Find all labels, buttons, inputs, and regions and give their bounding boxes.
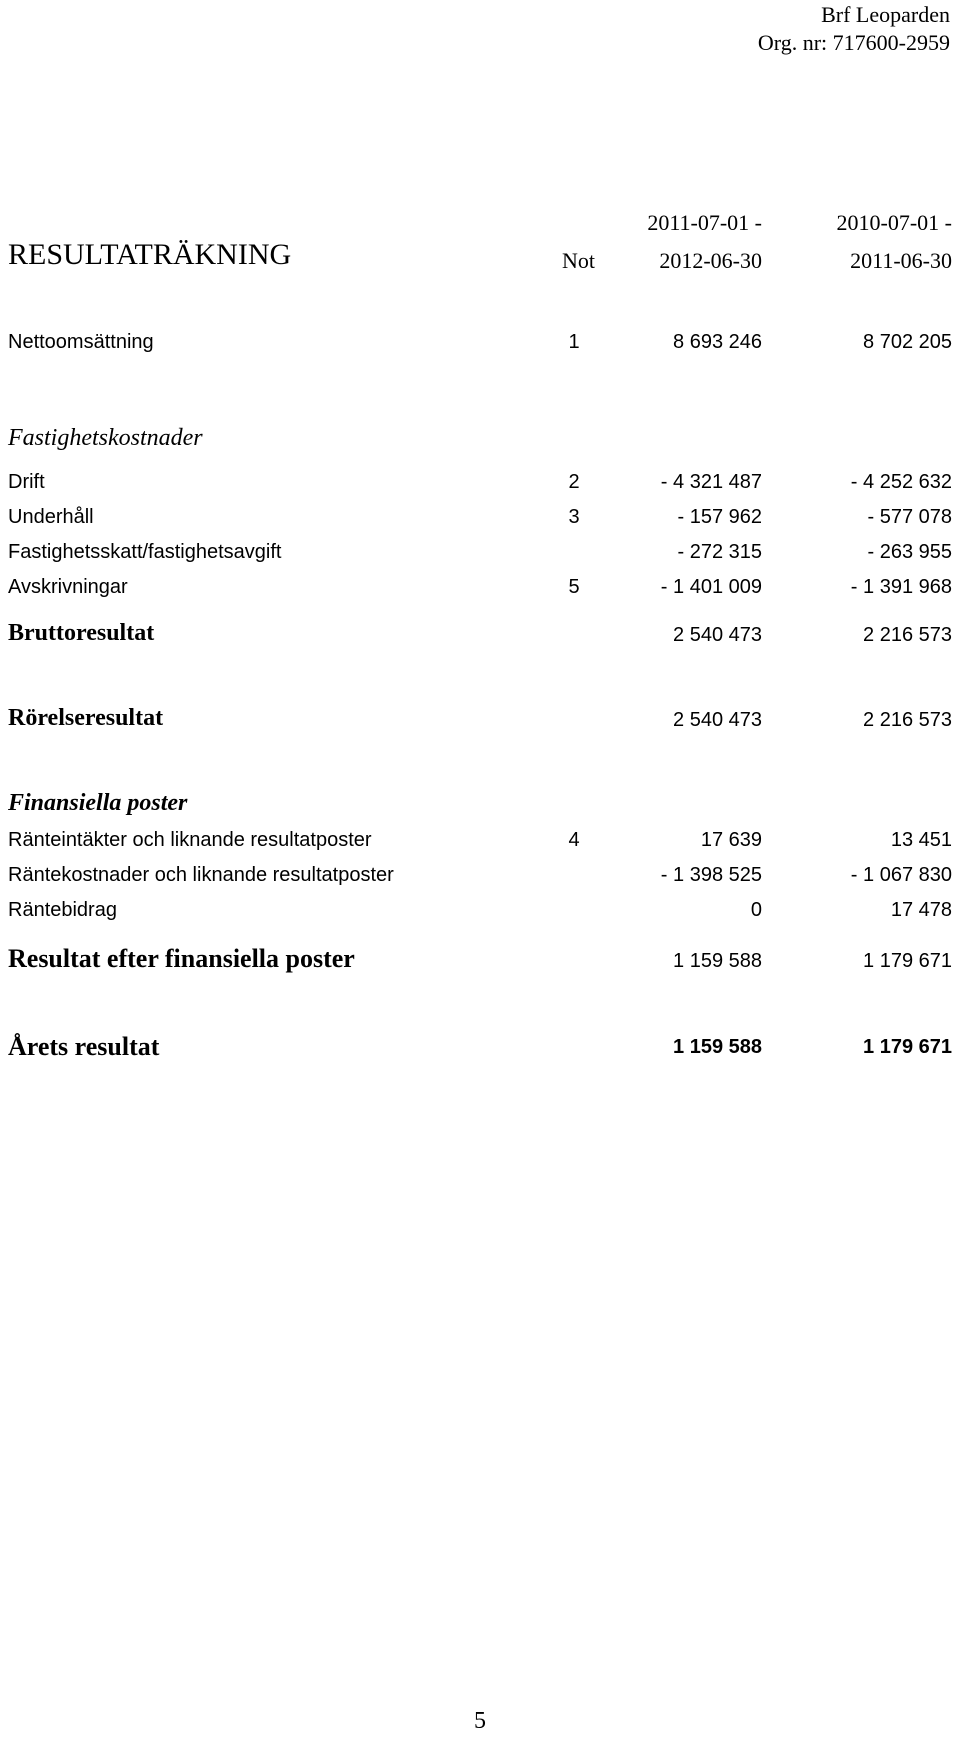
row-label-rantebidrag: Räntebidrag <box>8 899 117 921</box>
row-current-arets-resultat: 1 159 588 <box>673 1036 762 1058</box>
row-current-nettoomsattning: 8 693 246 <box>673 331 762 353</box>
row-previous-avskrivningar: - 1 391 968 <box>850 576 952 598</box>
section-heading-fastighetskostnader: Fastighetskostnader <box>8 425 203 451</box>
row-previous-rantekostnader: - 1 067 830 <box>850 864 952 886</box>
current-period-start: 2011-07-01 - <box>647 210 762 235</box>
row-current-rantekostnader: - 1 398 525 <box>660 864 762 886</box>
page-number: 5 <box>474 1708 486 1734</box>
row-current-ranteintakter: 17 639 <box>700 829 762 851</box>
row-current-bruttoresultat: 2 540 473 <box>673 624 762 646</box>
row-label-nettoomsattning: Nettoomsättning <box>8 331 154 353</box>
section-heading-finansiella-poster: Finansiella poster <box>8 790 188 816</box>
row-current-rantebidrag: 0 <box>750 899 762 921</box>
row-label-fastighetsskatt: Fastighetsskatt/fastighetsavgift <box>8 541 282 563</box>
row-note-underhall: 3 <box>568 506 580 528</box>
row-label-underhall: Underhåll <box>8 506 94 528</box>
row-previous-resultat-efter-finansiella-poster: 1 179 671 <box>863 950 952 972</box>
row-previous-bruttoresultat: 2 216 573 <box>863 624 952 646</box>
row-label-rorelseresultat: Rörelseresultat <box>8 705 164 731</box>
row-note-ranteintakter: 4 <box>568 829 580 851</box>
row-note-drift: 2 <box>568 471 580 493</box>
row-previous-arets-resultat: 1 179 671 <box>863 1036 952 1058</box>
row-note-avskrivningar: 5 <box>568 576 580 598</box>
row-previous-drift: - 4 252 632 <box>850 471 952 493</box>
row-current-rorelseresultat: 2 540 473 <box>673 709 762 731</box>
row-label-avskrivningar: Avskrivningar <box>8 576 128 598</box>
row-current-fastighetsskatt: - 272 315 <box>677 541 762 563</box>
row-label-rantekostnader: Räntekostnader och liknande resultatposter <box>8 864 394 886</box>
previous-period-end: 2011-06-30 <box>850 248 952 273</box>
row-current-drift: - 4 321 487 <box>660 471 762 493</box>
row-previous-rantebidrag: 17 478 <box>890 899 952 921</box>
row-previous-fastighetsskatt: - 263 955 <box>867 541 952 563</box>
note-column-header: Not <box>562 248 595 273</box>
row-current-underhall: - 157 962 <box>677 506 762 528</box>
row-previous-ranteintakter: 13 451 <box>890 829 952 851</box>
organization-name: Brf Leoparden <box>821 2 950 27</box>
row-previous-underhall: - 577 078 <box>867 506 952 528</box>
row-current-avskrivningar: - 1 401 009 <box>660 576 762 598</box>
organization-number: Org. nr: 717600-2959 <box>757 30 950 55</box>
row-label-bruttoresultat: Bruttoresultat <box>8 620 155 646</box>
row-label-ranteintakter: Ränteintäkter och liknande resultatposter <box>8 829 372 851</box>
row-note-nettoomsattning: 1 <box>568 331 580 353</box>
statement-title: RESULTATRÄKNING <box>8 238 292 271</box>
row-label-arets-resultat: Årets resultat <box>8 1032 160 1061</box>
row-previous-nettoomsattning: 8 702 205 <box>863 331 952 353</box>
current-period-end: 2012-06-30 <box>659 248 762 273</box>
row-label-drift: Drift <box>8 471 45 493</box>
row-previous-rorelseresultat: 2 216 573 <box>863 709 952 731</box>
row-current-resultat-efter-finansiella-poster: 1 159 588 <box>673 950 762 972</box>
row-label-resultat-efter-finansiella-poster: Resultat efter finansiella poster <box>8 944 355 973</box>
previous-period-start: 2010-07-01 - <box>836 210 952 235</box>
